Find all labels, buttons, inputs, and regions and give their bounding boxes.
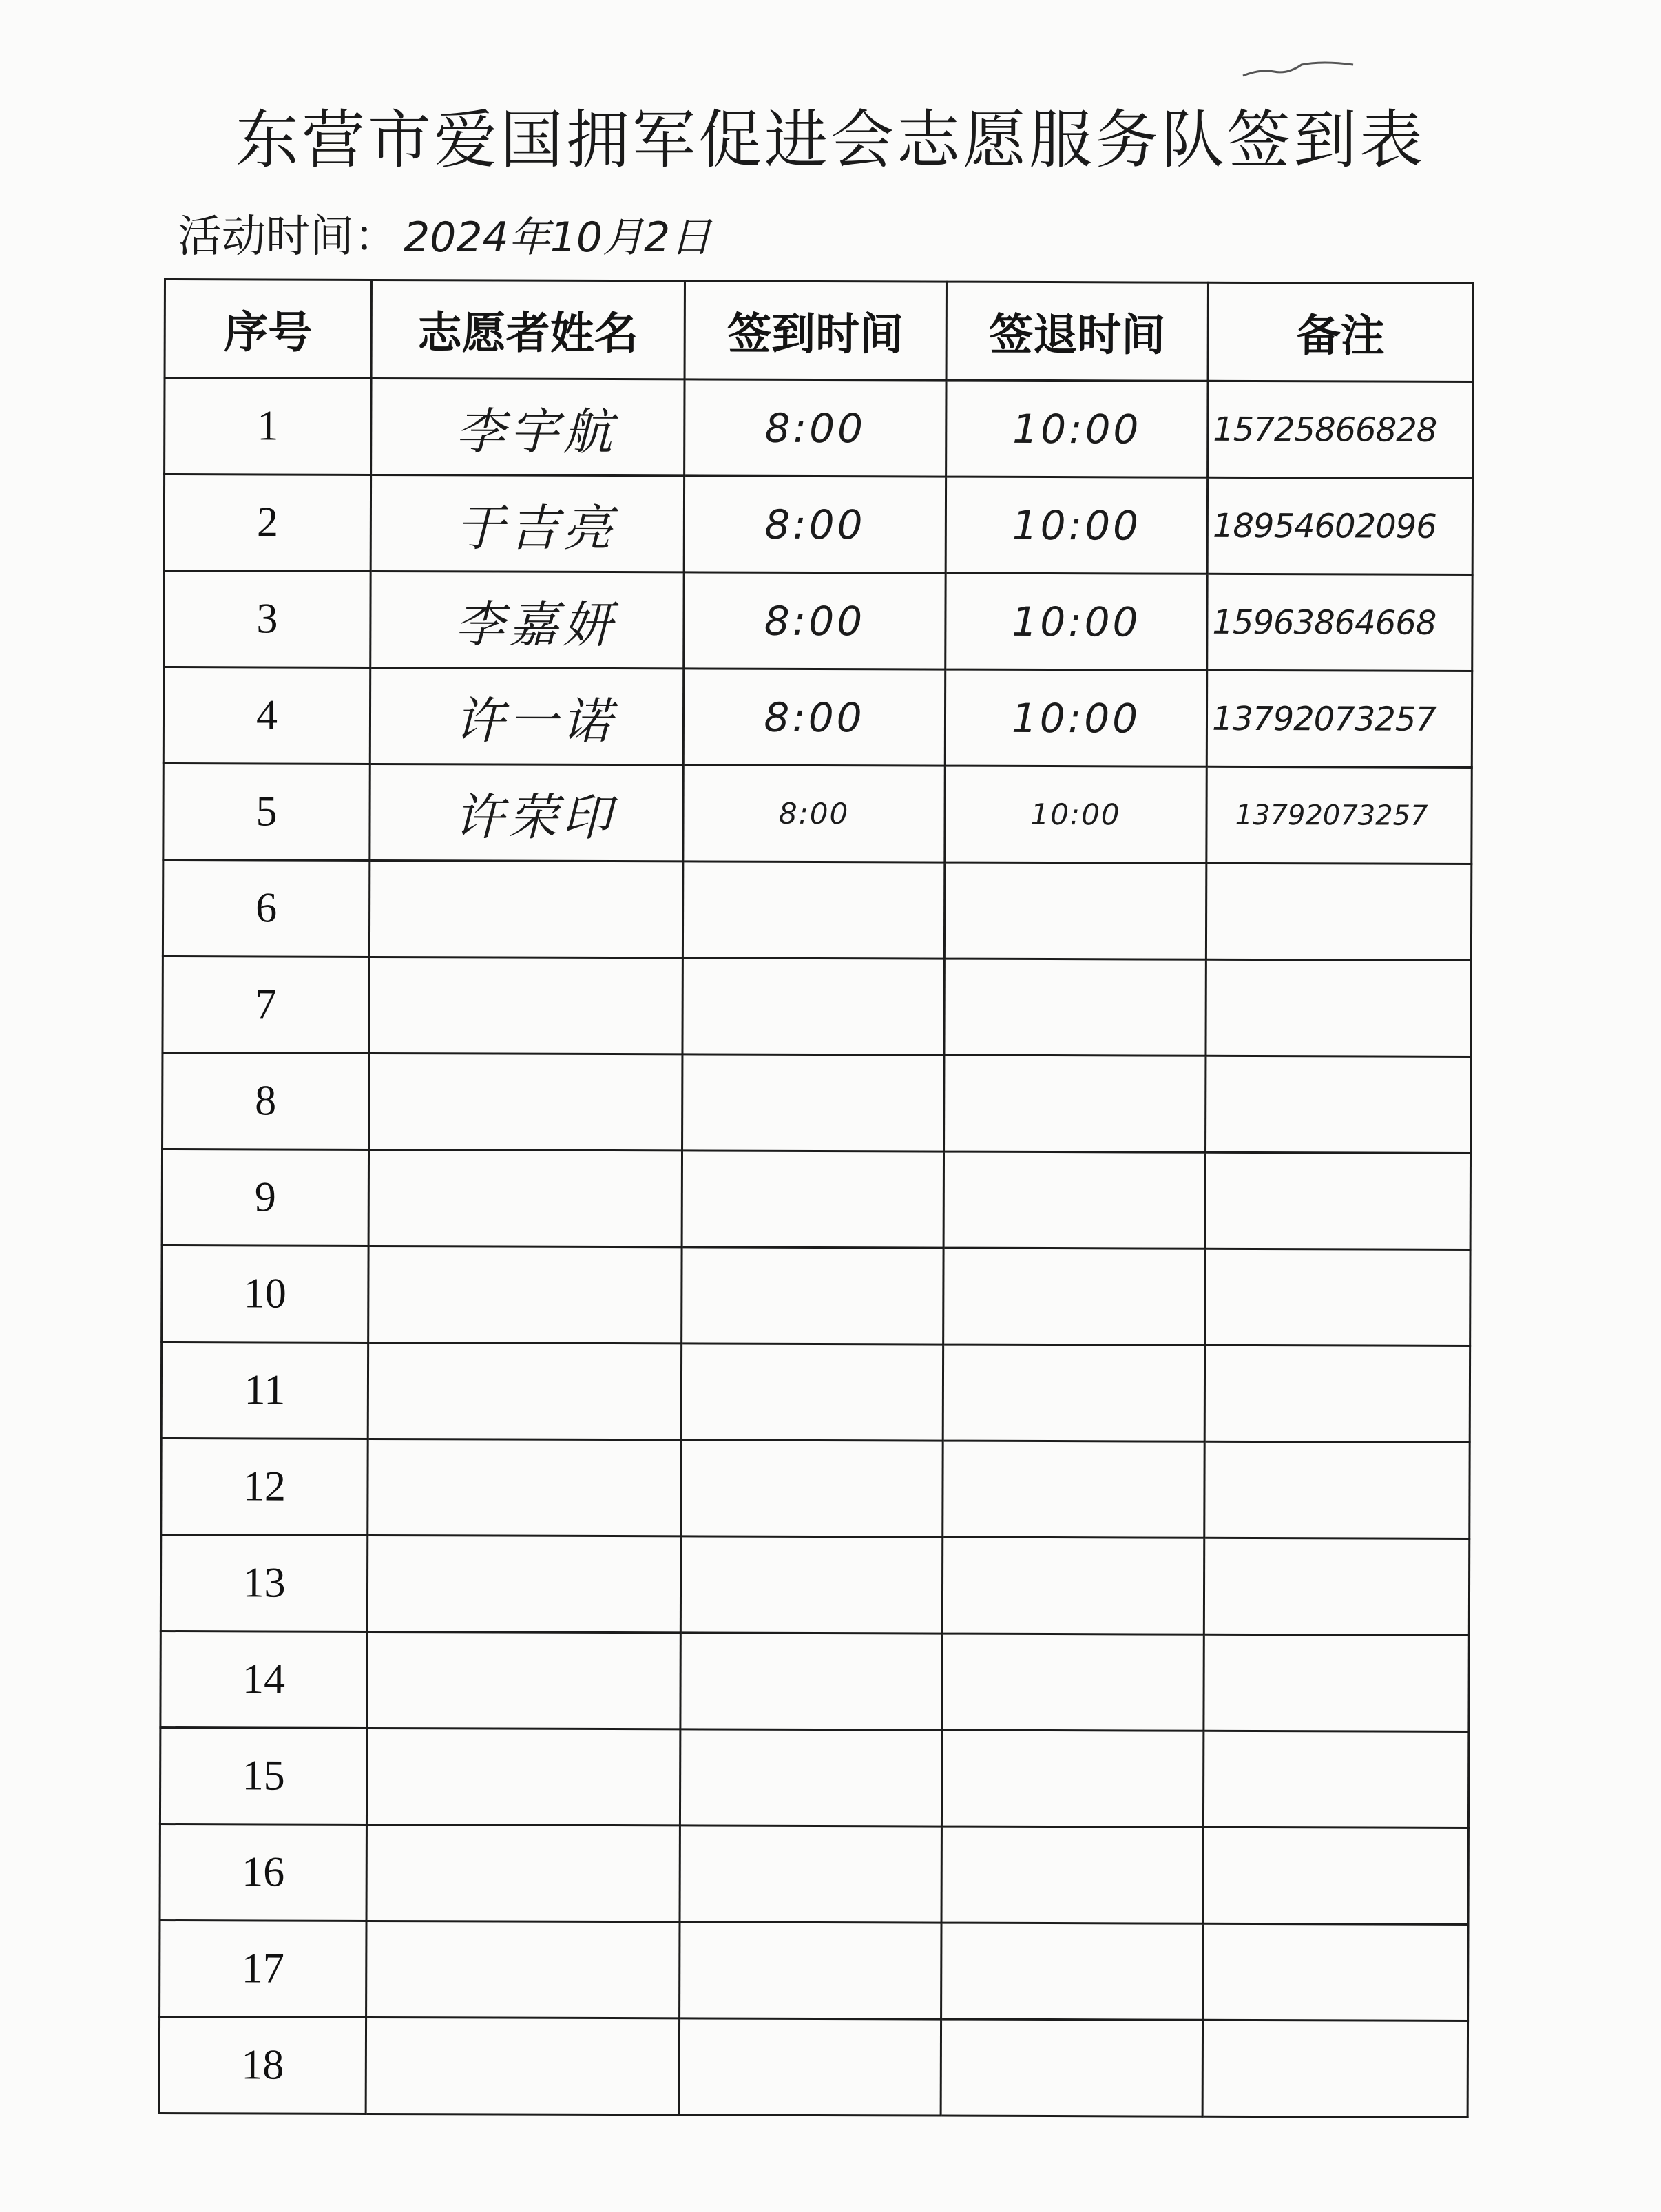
table-row [163,1052,1471,1153]
row-sign-out-time [942,1537,1204,1634]
row-volunteer-name [366,1824,680,1921]
header-volunteer-name: 志愿者姓名 [371,280,685,379]
table-row [160,1534,1469,1635]
row-sign-in-time [681,1344,943,1441]
row-serial-number: 9 [162,1149,368,1246]
row-remarks [1203,1731,1468,1828]
row-sign-in-time [682,1054,944,1151]
row-sign-in-time [680,1729,941,1826]
table-row [162,1245,1470,1346]
row-volunteer-name: 李宇航 [371,378,685,475]
row-volunteer-name [366,2017,679,2114]
activity-time-label: 活动时间： [178,211,398,262]
row-sign-out-time [944,1055,1206,1152]
table-row [165,378,1473,479]
activity-time [178,201,711,264]
pen-scribble-mark [1240,55,1357,83]
row-sign-out-time [941,2019,1202,2116]
row-sign-out-time [942,1634,1204,1731]
row-serial-number: 16 [160,1824,366,1921]
table-row [163,860,1471,961]
row-sign-out-time: 10:00 [946,380,1208,477]
row-sign-in-time [680,1826,941,1923]
row-serial-number: 5 [163,764,370,861]
row-sign-in-time [680,1633,942,1730]
row-serial-number: 10 [162,1245,368,1342]
row-serial-number: 8 [163,1052,369,1149]
row-volunteer-name: 李嘉妍 [370,571,684,668]
row-remarks [1204,1345,1470,1442]
row-sign-out-time [941,1730,1203,1827]
row-remarks [1204,1634,1469,1731]
table-row [161,1342,1470,1442]
row-remarks: 15963864668 [1207,574,1472,671]
row-serial-number: 2 [164,474,370,572]
row-volunteer-name [366,1728,680,1825]
row-remarks: 13792073257 [1206,670,1472,767]
row-serial-number: 12 [161,1438,368,1535]
row-sign-in-time [679,2018,941,2116]
row-volunteer-name [366,1921,680,2018]
header-remarks: 备注 [1208,282,1473,382]
sign-in-table [158,278,1474,2118]
table-row [163,956,1471,1056]
row-sign-out-time: 10:00 [945,766,1206,863]
row-volunteer-name [368,1342,681,1439]
row-volunteer-name: 于吉亮 [370,474,684,572]
table-row [161,1438,1470,1538]
row-serial-number: 14 [160,1631,367,1728]
header-serial-number: 序号 [165,280,371,379]
row-serial-number: 4 [163,667,370,764]
row-sign-out-time [943,1151,1205,1249]
row-sign-out-time: 10:00 [945,669,1206,766]
row-sign-out-time [941,1826,1203,1923]
row-remarks [1203,1923,1468,2021]
row-remarks [1203,1827,1468,1924]
header-sign-in-time: 签到时间 [685,281,946,380]
row-sign-in-time: 8:00 [684,572,946,669]
table-row [160,1824,1468,1924]
row-sign-out-time [943,1344,1204,1441]
row-volunteer-name [368,1246,682,1343]
table-header-row [165,280,1473,382]
row-sign-out-time: 10:00 [946,573,1207,670]
row-remarks [1205,1249,1470,1346]
table-row [160,1727,1468,1828]
row-serial-number: 6 [163,860,369,957]
row-serial-number: 7 [163,956,369,1053]
row-volunteer-name: 许荣印 [370,764,683,861]
table-row [162,1149,1470,1249]
row-volunteer-name [369,1053,682,1150]
table-row [163,667,1472,768]
row-sign-in-time [680,1922,941,2019]
row-serial-number: 13 [160,1534,367,1631]
row-volunteer-name [368,1149,682,1246]
row-sign-in-time [682,1247,943,1344]
row-sign-in-time [682,958,944,1055]
row-sign-out-time [941,1923,1203,2020]
row-sign-out-time: 10:00 [946,477,1207,574]
row-sign-in-time [680,1536,942,1634]
row-sign-in-time: 8:00 [683,765,945,862]
row-remarks [1202,2020,1467,2117]
row-remarks [1205,1152,1470,1249]
row-volunteer-name [368,1439,681,1536]
row-remarks: 18954602096 [1207,477,1472,574]
row-serial-number: 17 [160,1920,366,2017]
row-remarks [1206,863,1471,960]
row-remarks [1206,1056,1471,1153]
header-sign-out-time: 签退时间 [946,282,1208,381]
row-sign-out-time [944,959,1206,1056]
row-sign-in-time [681,1440,943,1537]
row-serial-number: 15 [160,1727,366,1824]
table-row [164,474,1472,575]
row-serial-number: 18 [159,2016,366,2114]
row-sign-in-time: 8:00 [683,669,945,766]
row-sign-in-time [682,1151,943,1248]
row-volunteer-name [367,1535,680,1632]
row-sign-out-time [943,1441,1204,1538]
row-sign-in-time: 8:00 [685,379,946,477]
row-remarks [1204,1441,1470,1538]
row-volunteer-name: 许一诺 [370,667,683,764]
table-row [160,1920,1468,2021]
row-serial-number: 1 [165,378,371,475]
row-sign-out-time [943,1248,1205,1345]
row-volunteer-name [367,1631,680,1729]
table-row [160,1631,1469,1731]
row-sign-in-time [682,862,944,959]
table-row [159,2016,1467,2117]
document-title: 东营市爱国拥军促进会志愿服务队签到表 [235,103,1425,177]
row-remarks [1204,1538,1469,1635]
row-remarks [1206,959,1471,1056]
row-remarks: 13792073257 [1206,766,1472,864]
row-sign-in-time: 8:00 [684,476,946,573]
table-row [163,764,1472,864]
table-row [164,571,1472,671]
row-serial-number: 11 [161,1342,368,1439]
row-volunteer-name [369,957,682,1054]
row-serial-number: 3 [164,571,370,668]
row-remarks: 15725866828 [1208,381,1473,478]
row-volunteer-name [369,860,682,957]
row-sign-out-time [944,862,1206,959]
activity-time-value: 2024年10月2日 [404,213,712,262]
